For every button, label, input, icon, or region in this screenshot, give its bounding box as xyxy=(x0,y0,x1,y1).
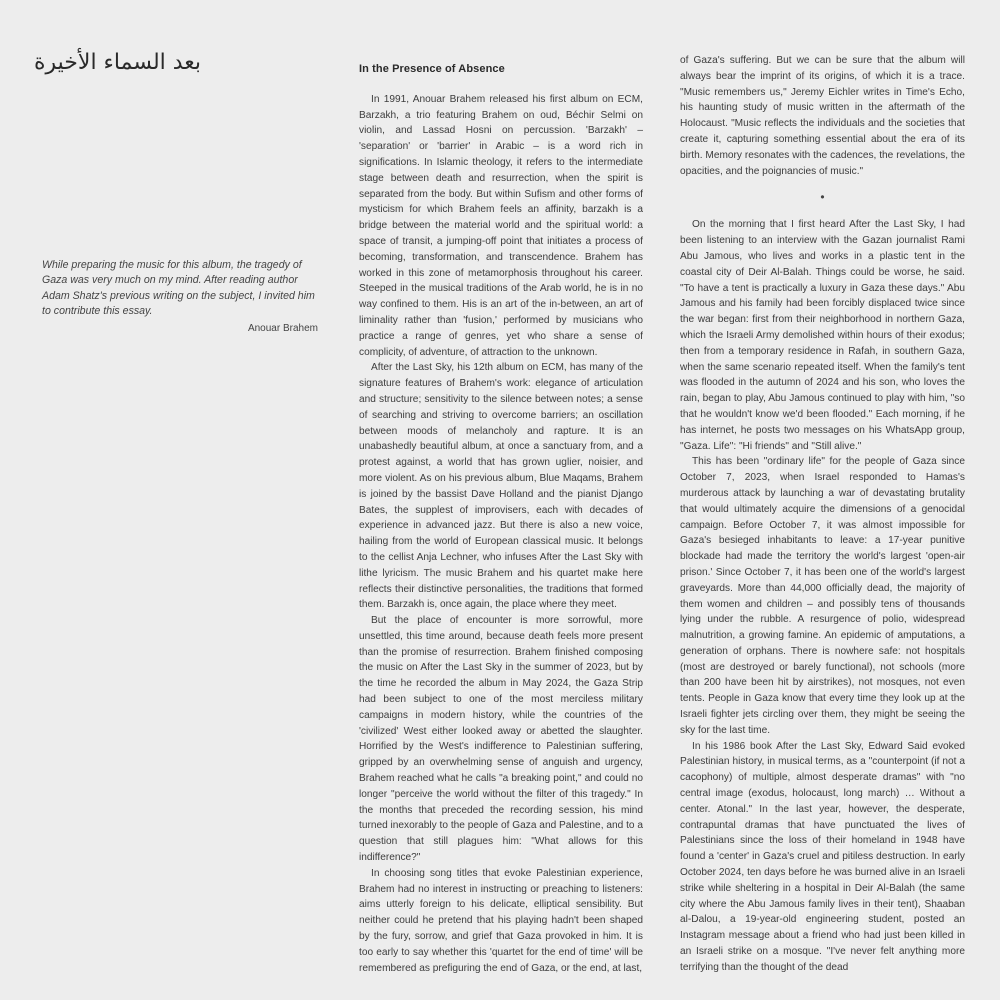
paragraph: In his 1986 book After the Last Sky, Edward Said evoked Palestinian history, in musical terms, as a "counterpoint (if not a cacophony) of multiple, almost desperate dramas" with "no central image (exodus, holocaust, long march) … Without a center. Atonal." In the last year, however, the desperate, contrapuntal dramas that have punctuated the lives of Palestinians since the loss of their homeland in 1948 have found a 'center' in Gaza's cruel and pitiless destruction. In early October 2024, ten days before he was burned alive in an Israeli strike while sheltering in a hospital in Deir Al-Balah (the same city where the Abu Jamous family lives in their tent), Shaaban al-Dalou, a 19-year-old engineering student, posted an Instagram message about a friend who had just been killed in an Israeli strike on a mosque. "I've never felt anything more terrifying than the thought of the dead xyxy=(680,740,965,973)
paragraph: This has been "ordinary life" for the people of Gaza since October 7, 2023, when Israel responded to Hamas's murderous attack by launching a war of devastating brutality that would ultimately acquire the dimensions of a genocidal campaign. Before October 7, it was almost impossible for Gaza's besieged inhabitants to leave: a 17-year punitive blockade had made the territory the world's largest 'open-air prison.' Since October 7, it has been one of the world's largest graveyards. More than 44,000 officially dead, the majority of them women and children – and possibly tens of thousands lying under the rubble. A resurgence of polio, widespread malnutrition, a growing famine. An epidemic of amputations, a generation of orphans. There is nowhere safe: not hospitals (most are destroyed or barely functional), not schools (more than 200 have been hit by airstrikes), not mosques, not even tents. People in Gaza know that every time they look up at the Israeli fighter jets circling over them, they might be seeing the sky for the last time. xyxy=(680,456,965,736)
epigraph xyxy=(42,258,318,336)
section-divider: • xyxy=(820,190,825,205)
epigraph-author: Anouar Brahem xyxy=(247,322,318,334)
paragraph: But the place of encounter is more sorrowful, more unsettled, this time around, because death feels more present than the promise of resurrection. Brahem finished composing the music on After the Last Sky in the summer of 2023, but by the time he recorded the album in May 2024, the Gaza Strip had been subject to one of the most merciless military campaigns in modern history, while the countries of the 'civilized' West either looked away or abetted the slaughter. Horrified by the West's indifference to Palestinian suffering, gripped by an overwhelming sense of anguish and urgency, Brahem reached what he calls "a breaking point," and could no longer "perceive the world without the filter of this tragedy." In the months that preceded the recording session, his mind turned inexorably to the people of Gaza and Palestine, and to a question that still plagues him: "What allows for this indifference?" xyxy=(359,615,643,864)
paragraph: After the Last Sky, his 12th album on ECM, has many of the signature features of Brahem's work: elegance of articulation and structure; sensitivity to the silence between notes; a sense of searching and striving to overcome barriers; an oscillation between moods of melancholy and rapture. It is an unabashedly beautiful album, at once a sanctuary from, and a protest against, a world that has grown uglier, noisier, and more violent. As on his previous album, Blue Maqams, Brahem is joined by the bassist Dave Holland and the pianist Django Bates, the supplest of improvisers, each with decades of experience in advanced jazz. But there is also a new voice, hailing from the world of European classical music. It belongs to the cellist Anja Lechner, who infuses After the Last Sky with lithe lyricism. The music Brahem and his quartet make here reflects their distinctive personalities, the traditions that formed them. Barzakh is, once again, the place where they meet. xyxy=(359,362,643,611)
essay-column-middle xyxy=(359,62,643,992)
paragraph: In choosing song titles that evoke Palestinian experience, Brahem had no interest in instructing or preaching to listeners: aims utterly foreign to his delicate, elliptical sensibility. But neither could he pretend that his playing hadn't been shaped by the fury, sorrow, and grief that Gaza provoked in him. It is too early to say whether this 'quartet for the end of time' will be remembered as prefiguring the end of Gaza, or the end, at last, xyxy=(359,867,643,974)
epigraph-text: While preparing the music for this album, the tragedy of Gaza was very much on my mind. After reading author Adam Shatz's previous writing on the subject, I invited him to contribute this essay. xyxy=(42,259,315,318)
paragraph: On the morning that I first heard After the Last Sky, I had been listening to an interview with the Gazan journalist Rami Abu Jamous, who lives and works in a plastic tent in the coastal city of Deir Al-Balah. Things could be worse, he said. "To have a tent is practically a luxury in Gaza these days." Abu Jamous and his family had been forcibly displaced twice since the war began: first from their neighborhood in northern Gaza, which the Israeli Army demolished within hours of their exodus; then from a temporary residence in Rafah, in southern Gaza, when the same scenario repeated itself. When the family's tent was flooded in the autumn of 2024 and his son, who loves the rain, began to play, Abu Jamous continued to play with him, "so that he wouldn't know we'd been flooded." Each morning, if he has internet, he posts two messages on his WhatsApp group, "Gaza. Life": "Hi friends" and "Still alive." xyxy=(680,219,965,452)
paragraph-continued: of Gaza's suffering. But we can be sure that the album will always bear the imprint of its origins, of which it is a trace. "Music remembers us," Jeremy Eichler writes in Time's Echo, his haunting study of music written in the aftermath of the Holocaust. "Music reflects the individuals and the societies that create it, capturing something essential about the era of its birth. Memory resonates with the cadences, the revelations, the opacities, and the poignancies of music." xyxy=(680,55,965,177)
essay-column-right xyxy=(680,53,965,983)
paragraph: In 1991, Anouar Brahem released his first album on ECM, Barzakh, a trio featuring Brahem on oud, Béchir Selmi on violin, and Lassad Hosni on percussion. 'Barzakh' – 'separation' or 'barrier' in Arabic – is a word rich in significations. In Islamic theology, it refers to the intermediate stage between death and resurrection, when the spirit is separated from the body. But within Sufism and other forms of mysticism for which Brahem feels an affinity, barzakh is a bridge between the material world and the spiritual world: a space of transit, a jumping-off point that initiates a process of becoming, transformation, and transcendence. Brahem has worked in this zone of metamorphosis throughout his career. Steeped in the musical traditions of the Arab world, he is in no way confined to them. His is an art of the in-between, an art of liminality rather than 'fusion,' performed by musicians who practice a range of genres, yet who share a sense of complicity, of adventure, of attraction to the unknown. xyxy=(359,93,643,358)
essay-title: In the Presence of Absence xyxy=(359,63,505,75)
arabic-title: بعد السماء الأخيرة xyxy=(34,50,202,75)
